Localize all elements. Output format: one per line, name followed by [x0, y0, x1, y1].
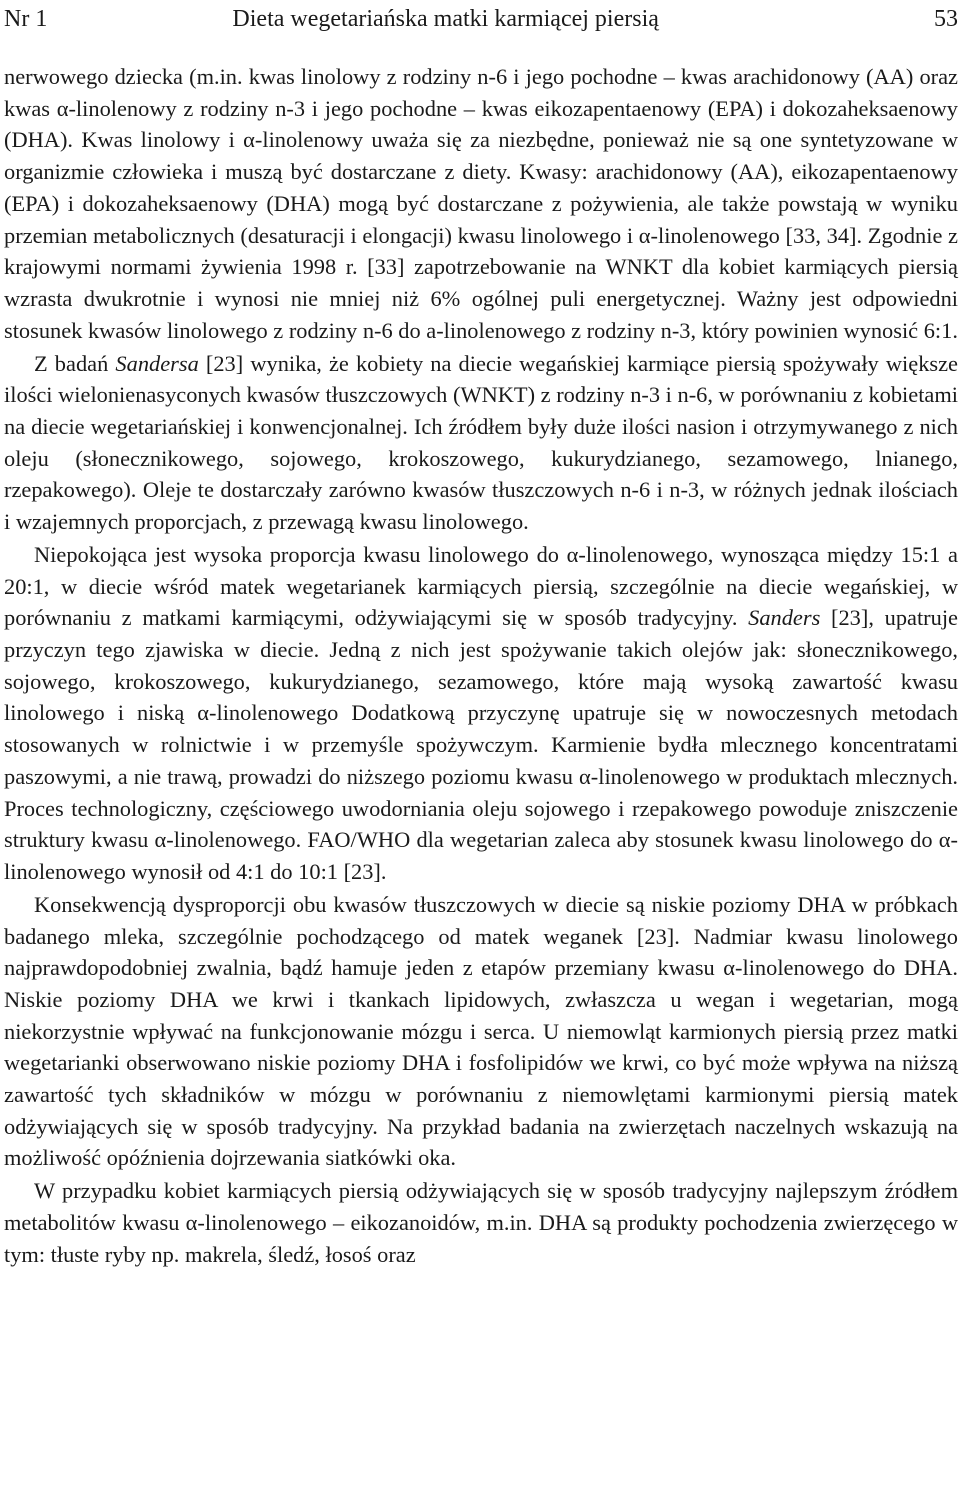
paragraph-1 — [4, 61, 958, 346]
text-segment: Z badań — [34, 350, 116, 376]
running-header — [4, 0, 958, 43]
text-segment: Konsekwencją dysproporcji obu kwasów tłuszczowych w diecie są niskie poziomy DHA w próbkach badanego mleka, szczególnie pochodzącego od matek weganek [23]. Nadmiar kwasu linolowego najprawdopodobniej zwalnia, bądź hamuje jeden z etapów przemiany kwasu α-linolenowego do DHA. Niskie poziomy DHA we krwi i tkankach lipidowych, zwłaszcza u wegan i wegetarian, mogą niekorzystnie wpływać na funkcjonowanie mózgu i serca. U niemowląt karmionych piersią przez matki wegetarianki obserwowano niskie poziomy DHA i fosfolipidów we krwi, co być może wpływa na niższą zawartość tych składników w mózgu w porównaniu z niemowlętami karmionymi piersią matek odżywiających się w sposób tradycyjny. Na przykład badania na zwierzętach naczelnych wskazują na możliwość opóźnienia dojrzewania siatkówki oka. — [4, 891, 958, 1171]
paragraph-2 — [4, 348, 958, 538]
author-name-italic: Sandersa — [115, 350, 199, 376]
author-name-italic: Sanders — [748, 605, 821, 631]
text-segment: nerwowego dziecka (m.in. kwas linolowy z rodziny n-6 i jego pochodne – kwas arachidonowy (AA) oraz kwas α-linolenowy z rodziny n-3 i jego pochodne – kwas eikozapentaenowy (EPA) i dokozaheksaenowy (DHA). Kwas linolowy i α-linolenowy uważa się za niezbędne, ponieważ nie są one syntetyzowane w organizmie człowieka i muszą być dostarczane z diety. Kwasy: arachidonowy (AA), eikozapentaenowy (EPA) i dokozaheksaenowy (DHA) mogą być dostarczane z pożywienia, ale także powstają w wyniku przemian metabolicznych (desaturacji i elongacji) kwasu linolowego i α-linolenowego [33, 34]. Zgodnie z krajowymi normami żywienia 1998 r. [33] zapotrzebowanie na WNKT dla kobiet karmiących piersią wzrasta dwukrotnie i wynosi nie mniej niż 6% ogólnej puli energetycznej. Ważny jest odpowiedni stosunek kwasów linolowego z rodziny n-6 do a-linolenowego z rodziny n-3, który powinien wynosić 6:1. — [4, 64, 958, 343]
article-body — [4, 61, 958, 1270]
paragraph-4 — [4, 889, 958, 1174]
journal-issue: Nr 1 — [4, 6, 48, 32]
paragraph-3 — [4, 539, 958, 888]
text-segment: W przypadku kobiet karmiących piersią odżywiających się w sposób tradycyjny najlepszym źródłem metabolitów kwasu α-linolenowego – eikozanoidów, m.in. DHA są produkty pochodzenia zwierzęcego w tym: tłuste ryby np. makrela, śledź, łosoś oraz — [4, 1178, 958, 1267]
article-running-title: Dieta wegetariańska matki karmiącej piersią — [232, 6, 659, 32]
text-segment: [23], upatruje przyczyn tego zjawiska w diecie. Jedną z nich jest spożywanie takich olejów jak: słonecznikowego, sojowego, krokoszowego, kukurydzianego, sezamowego, które mają wysoką zawartość kwasu linolowego i niską α-linolenowego Dodatkową przyczynę upatruje się w nowoczesnych metodach stosowanych w rolnictwie i w przemyśle spożywczym. Karmienie bydła mlecznego koncentratami paszowymi, a nie trawą, prowadzi do niższego poziomu kwasu α-linolenowego w produktach mlecznych. Proces technologiczny, częściowego uwodorniania oleju sojowego i rzepakowego powoduje zniszczenie struktury kwasu α-linolenowego. FAO/WHO dla wegetarian zaleca aby stosunek kwasu linolowego do α-linolenowego wynosił od 4:1 do 10:1 [23]. — [4, 605, 958, 884]
text-segment: [23] wynika, że kobiety na diecie wegańskiej karmiące piersią spożywały większe ilości wielonienasyconych kwasów tłuszczowych (WNKT) z rodziny n-3 i n-6, w porównaniu z kobietami na diecie wegetariańskiej i konwencjonalnej. Ich źródłem były duże ilości nasion i otrzymywanego z nich oleju (słonecznikowego, sojowego, krokoszowego, kukurydzianego, sezamowego, lnianego, rzepakowego). Oleje te dostarczały zarówno kwasów tłuszczowych n-6 i n-3, w różnych jednak ilościach i wzajemnych proporcjach, z przewagą kwasu linolowego. — [4, 350, 958, 535]
text-segment: Niepokojąca jest wysoka proporcja kwasu linolowego do α-linolenowego, wynosząca między 15:1 a 20:1, w diecie wśród matek wegetarianek karmiących piersią, szczególnie na diecie wegańskiej, w porównaniu z matkami karmiącymi, odżywiającymi się w sposób tradycyjny. — [4, 541, 958, 631]
page-number: 53 — [934, 6, 958, 32]
paragraph-5 — [4, 1175, 958, 1270]
